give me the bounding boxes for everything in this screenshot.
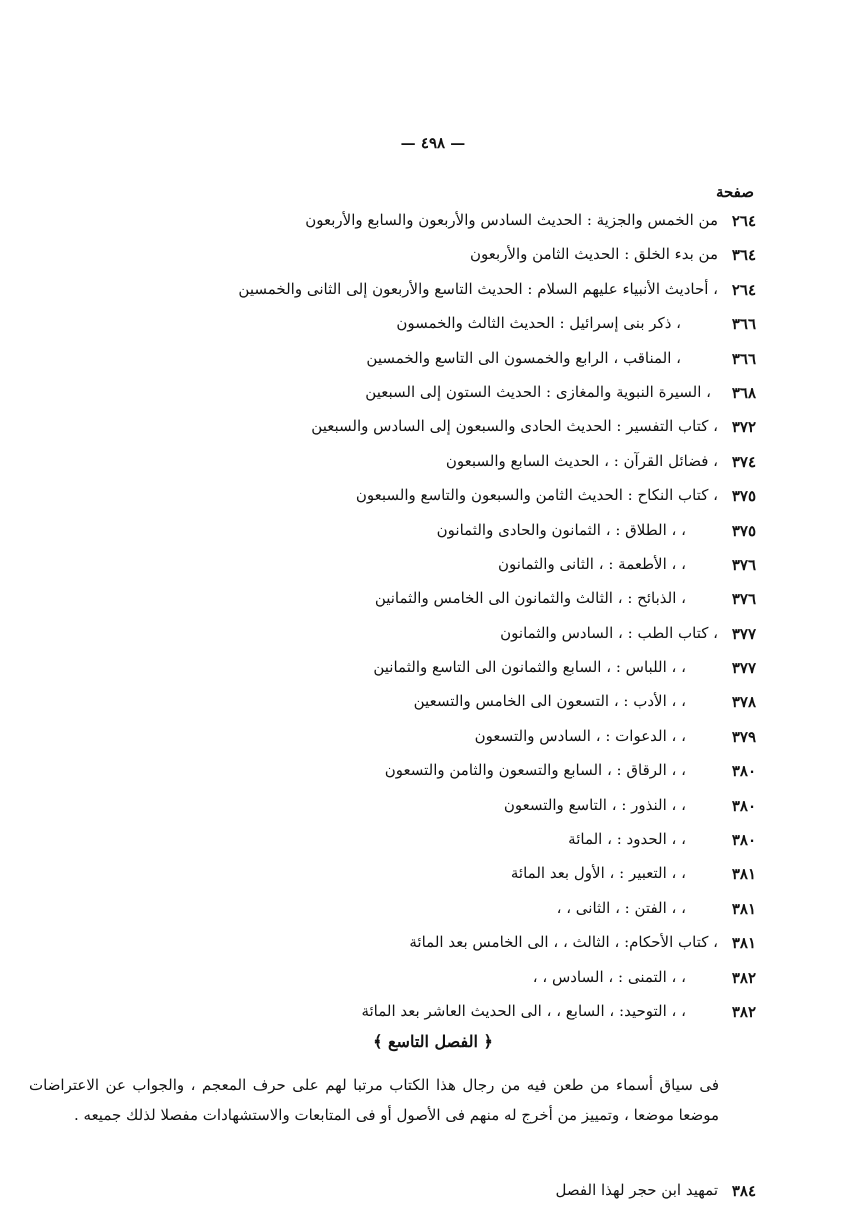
toc-entry — [0, 758, 866, 792]
chapter-description: فى سياق أسماء من طعن فيه من رجال هذا الكتاب مرتبا لهم على حرف المعجم ، والجواب عن الاعتراضات موضعا موضعا ، وتمييز من أخرج له منهم فى الأصول أو فى المتابعات والاستشهادات مفصلا لذلك جميعه . — [29, 1076, 719, 1124]
entry-text: ، المناقب ، الرابع والخمسون الى التاسع والخمسين — [366, 348, 681, 367]
toc-entry — [0, 242, 866, 276]
entry-page-number: ٣٨١ — [731, 934, 756, 953]
chapter-heading: ﴿ الفصل التاسع ﴾ — [373, 1032, 493, 1051]
entry-text: ، كتاب الطب : ، السادس والثمانون — [500, 623, 718, 642]
toc-entry — [0, 586, 866, 620]
entry-text: ، كتاب الأحكام: ، الثالث ، ، الى الخامس بعد المائة — [409, 933, 718, 952]
entry-text: من الخمس والجزية : الحديث السادس والأربعون والسابع والأربعون — [305, 211, 718, 229]
entry-text: ، ، الدعوات : ، السادس والتسعون — [474, 726, 686, 745]
toc-entry — [0, 552, 866, 586]
page-number: — ٤٩٨ — — [400, 134, 466, 152]
entry-page-number: ٣٧٥ — [731, 521, 756, 540]
entry-text: ، ، التعبير : ، الأول بعد المائة — [510, 864, 686, 883]
toc-entry — [0, 449, 866, 483]
toc-entry — [0, 346, 866, 380]
entry-page-number: ٣٧٩ — [731, 727, 756, 746]
entry-page-number: ٢٦٤ — [731, 280, 756, 299]
toc-entry — [0, 689, 866, 723]
toc-entry — [0, 861, 866, 895]
toc-entry — [0, 827, 866, 861]
entry-page-number: ٣٨٠ — [731, 831, 756, 850]
entry-page-number: ٣٨٠ — [731, 796, 756, 815]
entry-page-number: ٣٧٨ — [731, 693, 756, 712]
toc-entry — [0, 380, 866, 414]
toc-entry — [0, 965, 866, 999]
entry-page-number: ٣٨٢ — [731, 968, 756, 987]
entry-page-number: ٣٦٤ — [731, 246, 756, 265]
toc-entry — [0, 518, 866, 552]
entry-text: ، كتاب التفسير : الحديث الحادى والسبعون إلى السادس والسبعين — [311, 417, 718, 436]
toc-entry — [0, 724, 866, 758]
toc-entry — [0, 896, 866, 930]
toc-entry — [0, 483, 866, 517]
toc-entry — [0, 930, 866, 964]
entry-text: ، ، الفتن : ، الثانى ، ، — [556, 898, 686, 917]
entry-text: ، الذبائح : ، الثالث والثمانون الى الخامس والثمانين — [374, 589, 686, 608]
entry-text: ، السيرة النبوية والمغازى : الحديث الستون إلى السبعين — [365, 382, 711, 401]
entry-text: ، فضائل القرآن : ، الحديث السابع والسبعون — [445, 451, 718, 470]
entry-page-number: ٣٨٢ — [731, 1002, 756, 1021]
entry-text: من بدء الخلق : الحديث الثامن والأربعون — [470, 245, 718, 264]
entry-page-number: ٣٨٤ — [731, 1182, 756, 1200]
entry-text: ، ، النذور : ، التاسع والتسعون — [503, 795, 686, 814]
entry-text: ، كتاب النكاح : الحديث الثامن والسبعون والتاسع والسبعون — [355, 486, 718, 505]
entry-page-number: ٣٧٤ — [731, 452, 756, 471]
entry-page-number: ٣٦٨ — [731, 383, 756, 402]
entry-page-number: ٣٨١ — [731, 899, 756, 918]
toc-entry — [0, 277, 866, 311]
toc-entry — [0, 311, 866, 345]
entry-page-number: ٣٨١ — [731, 865, 756, 884]
entry-page-number: ٣٦٦ — [731, 315, 756, 334]
entry-page-number: ٣٧٦ — [731, 555, 756, 574]
entry-text: ، ذكر بنى إسرائيل : الحديث الثالث والخمسون — [396, 314, 681, 333]
entry-text: ، ، الأدب : ، التسعون الى الخامس والتسعين — [413, 692, 686, 711]
entry-page-number: ٣٧٥ — [731, 487, 756, 506]
entry-text: ، ، اللباس : ، السابع والثمانون الى التاسع والثمانين — [373, 658, 686, 677]
entry-text: ، ، التوحيد: ، السابع ، ، الى الحديث العاشر بعد المائة — [361, 1001, 686, 1020]
toc-entry — [0, 999, 866, 1033]
toc-entry — [0, 621, 866, 655]
toc-entry — [0, 655, 866, 689]
toc-entry-final — [0, 1178, 866, 1212]
entry-text: ، ، التمنى : ، السادس ، ، — [532, 967, 686, 986]
entry-page-number: ٣٦٦ — [731, 349, 756, 368]
toc-entry — [0, 793, 866, 827]
entry-text: ، أحاديث الأنبياء عليهم السلام : الحديث التاسع والأربعون إلى الثانى والخمسين — [238, 279, 718, 298]
entry-page-number: ٢٦٤ — [731, 212, 756, 230]
entry-text: ، ، الحدود : ، المائة — [568, 830, 686, 849]
entry-text: تمهيد ابن حجر لهذا الفصل — [555, 1181, 718, 1199]
toc-entries — [0, 208, 866, 1033]
entry-page-number: ٣٨٠ — [731, 762, 756, 781]
entry-page-number: ٣٧٧ — [731, 624, 756, 643]
entry-page-number: ٣٧٦ — [731, 590, 756, 609]
entry-text: ، ، الرقاق : ، السابع والتسعون والثامن والتسعون — [384, 761, 686, 780]
entry-text: ، ، الطلاق : ، الثمانون والحادى والثمانون — [436, 520, 686, 539]
page-column-label: صفحة — [715, 183, 754, 201]
entry-text: ، ، الأطعمة : ، الثانى والثمانون — [498, 554, 686, 573]
toc-entry — [0, 208, 866, 242]
entry-page-number: ٣٧٧ — [731, 659, 756, 678]
entry-page-number: ٣٧٢ — [731, 418, 756, 437]
toc-entry — [0, 414, 866, 448]
